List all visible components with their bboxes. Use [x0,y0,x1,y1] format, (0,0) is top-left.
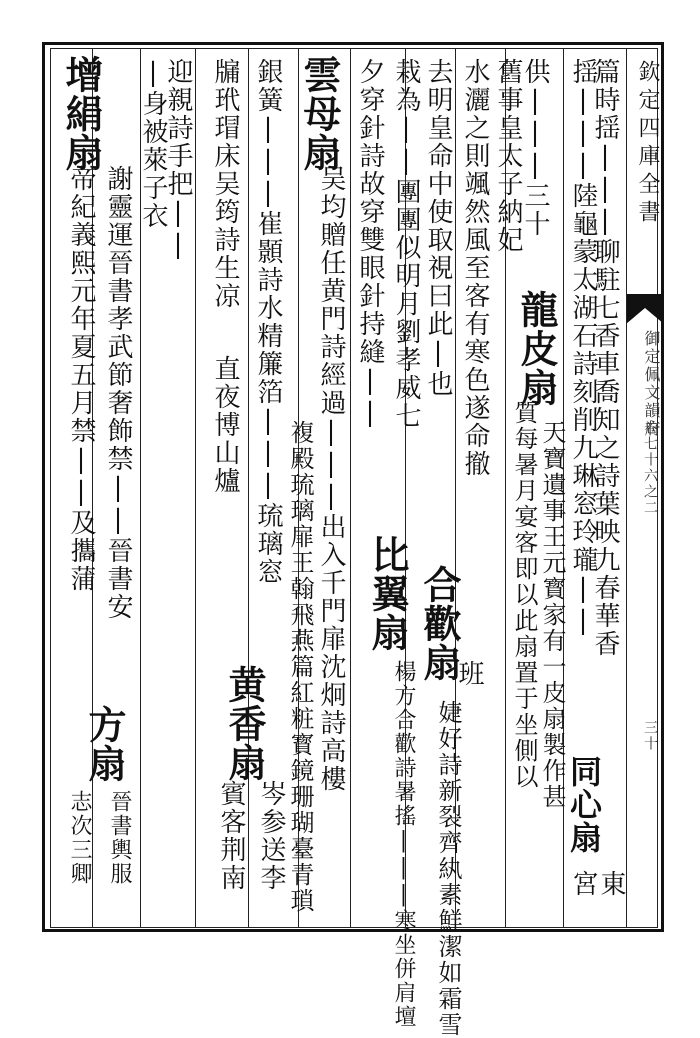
text-column-3: 供|||三十 [520,58,550,238]
text-column-11: 牖玳瑁床吴筠詩生凉 [210,58,240,310]
text-column-9: 吴均贈任黄門詩經過|||出入千門扉沈炯詩高樓 [316,165,346,793]
section-title: 御定佩文韻府 [642,330,661,438]
page-number: 三十 [642,720,658,752]
heading-longpi-shan: 龍皮扇 [514,290,559,407]
text-column-11-notes: 岑参送李 [256,780,286,892]
text-column-4: 舊事皇太子納妃 [493,58,523,254]
text-column-6-notes: 班 [454,660,484,688]
text-column-13-notes: 賓客荆南 [216,780,246,892]
text-column-13-tail: 直夜博山爐 [210,355,240,495]
heading-biyi-shan: 比翼扇 [365,535,410,652]
heading-zengjuan-shan: 增絹扇 [59,55,104,172]
text-column-16: 帝紀義熙元年夏五月禁||及攜蒲 [66,165,96,593]
text-column-16-notes: 晉書輿服 [107,790,132,886]
text-column-6: 去明皇命中使取視曰此|也 [423,58,453,398]
text-column-2: 揺|||陸龜蒙太湖石詩刻削九琳窓玲瓏|| [568,58,598,638]
text-column-4-notes: 質每暑月宴客即以此扇置于坐側以 [510,400,538,790]
text-column-2-tail: 宮 [568,870,598,898]
heading-fang-shan: 方扇 [82,705,127,783]
column-rule [248,48,249,928]
text-column-2b: 東 [596,870,626,898]
text-column-3-notes: 天寶遺事王元寳家有一皮扇製作甚 [538,420,566,810]
column-rule [626,48,627,928]
text-column-13: 迎親詩手把|| [163,58,193,262]
text-column-15: 謝靈運晉書孝武節奢飾禁||晉書安 [103,165,133,621]
text-column-8: 夕穿針詩故穿雙眼針持縫|| [355,58,385,430]
text-column-10: 銀簧|||崔顥詩水精簾箔|||琉璃窓 [253,58,283,586]
book-title: 欽定四庫全書 [635,60,660,228]
heading-yunmu-shan: 雲母扇 [297,55,342,172]
text-column-14: |身被萊子衣 [138,58,168,230]
text-column-8-notes: 楊方合歡詩暑搖|||寒坐併肩壇 [391,660,416,1029]
text-column-5: 水灑之則颯然風至客有寒色遂命撤 [460,58,490,478]
text-column-17: 志次三卿 [67,790,92,886]
text-column-7-notes: 婕好詩新裂齊紈素鮮潔如霜雪 [434,700,462,1038]
heading-tongxin-shan: 同心扇 [565,755,603,854]
text-column-1: 篇時揺|||聊駐七香車喬知之詩葉映九春華香 [590,58,620,658]
text-column-12: 複殿琉璃扉王翰飛燕篇紅粧寳鏡珊瑚臺青瑣 [286,420,314,914]
volume-number: 卷七十六之二 [642,420,658,516]
fishtail-mark-icon [626,294,664,324]
column-rule [195,48,196,928]
heading-huangxiang-shan: 黄香扇 [222,665,267,782]
column-rule [350,48,351,928]
text-column-7: 栽為||團團似明月劉孝威七 [391,58,421,430]
heading-hehuan-shan: 合歡扇 [417,565,462,682]
